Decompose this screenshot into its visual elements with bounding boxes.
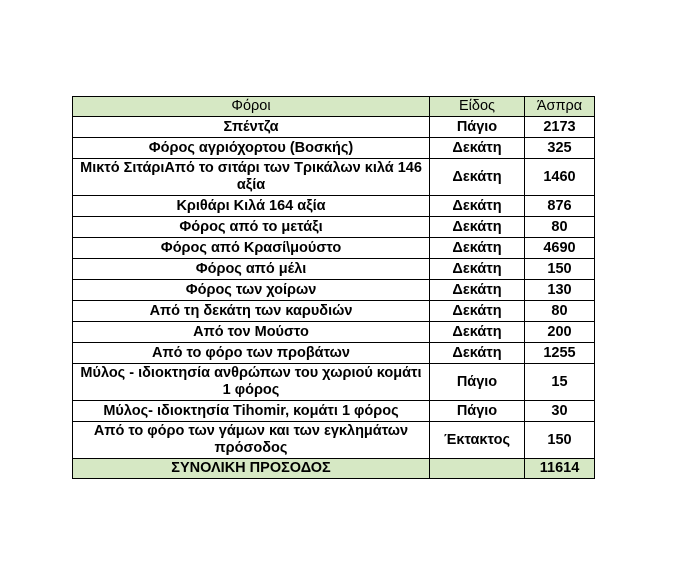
table-row <box>73 159 595 196</box>
tax-type-cell: Δεκάτη <box>430 196 525 217</box>
tax-name-cell: Μικτό ΣιτάριΑπό το σιτάρι των Τρικάλων κιλά 146 αξία <box>73 159 430 196</box>
total-amount: 11614 <box>525 459 595 479</box>
tax-amount-cell: 876 <box>525 196 595 217</box>
tax-amount-cell: 30 <box>525 401 595 422</box>
header-row <box>73 97 595 117</box>
table-row <box>73 280 595 301</box>
table-row <box>73 301 595 322</box>
header-type: Είδος <box>430 97 525 117</box>
tax-amount-cell: 80 <box>525 217 595 238</box>
tax-type-cell: Δεκάτη <box>430 238 525 259</box>
total-label: ΣΥΝΟΛΙΚΗ ΠΡΟΣΟΔΟΣ <box>73 459 430 479</box>
tax-amount-cell: 130 <box>525 280 595 301</box>
tax-amount-cell: 1255 <box>525 343 595 364</box>
tax-type-cell: Δεκάτη <box>430 343 525 364</box>
total-row <box>73 459 595 479</box>
header-taxes: Φόροι <box>73 97 430 117</box>
tax-name-cell: Σπέντζα <box>73 117 430 138</box>
tax-type-cell: Δεκάτη <box>430 159 525 196</box>
tax-type-cell: Έκτακτος <box>430 422 525 459</box>
tax-amount-cell: 1460 <box>525 159 595 196</box>
tax-name-cell: Φόρος των χοίρων <box>73 280 430 301</box>
table-row <box>73 238 595 259</box>
total-type-cell <box>430 459 525 479</box>
header-aspra: Άσπρα <box>525 97 595 117</box>
tax-amount-cell: 150 <box>525 422 595 459</box>
table-row <box>73 364 595 401</box>
table-row <box>73 401 595 422</box>
tax-name-cell: Από το φόρο των γάμων και των εγκλημάτων πρόσοδος <box>73 422 430 459</box>
tax-name-cell: Από τον Μούστο <box>73 322 430 343</box>
tax-type-cell: Δεκάτη <box>430 301 525 322</box>
tax-name-cell: Φόρος από το μετάξι <box>73 217 430 238</box>
tax-amount-cell: 2173 <box>525 117 595 138</box>
tax-name-cell: Φόρος από μέλι <box>73 259 430 280</box>
table-row <box>73 217 595 238</box>
tax-type-cell: Πάγιο <box>430 117 525 138</box>
tax-type-cell: Δεκάτη <box>430 322 525 343</box>
tax-name-cell: Φόρος από Κρασί\μούστο <box>73 238 430 259</box>
table-row <box>73 138 595 159</box>
tax-amount-cell: 4690 <box>525 238 595 259</box>
table-row <box>73 196 595 217</box>
tax-name-cell: Κριθάρι Κιλά 164 αξία <box>73 196 430 217</box>
tax-type-cell: Πάγιο <box>430 364 525 401</box>
tax-name-cell: Μύλος- ιδιοκτησία Tihomir, κομάτι 1 φόρος <box>73 401 430 422</box>
tax-amount-cell: 15 <box>525 364 595 401</box>
tax-name-cell: Από τη δεκάτη των καρυδιών <box>73 301 430 322</box>
table-row <box>73 259 595 280</box>
table-row <box>73 343 595 364</box>
tax-table <box>72 96 595 479</box>
tax-type-cell: Δεκάτη <box>430 259 525 280</box>
tax-name-cell: Φόρος αγριόχορτου (Βοσκής) <box>73 138 430 159</box>
tax-name-cell: Μύλος - ιδιοκτησία ανθρώπων του χωριού κομάτι 1 φόρος <box>73 364 430 401</box>
tax-type-cell: Δεκάτη <box>430 280 525 301</box>
tax-type-cell: Πάγιο <box>430 401 525 422</box>
tax-type-cell: Δεκάτη <box>430 217 525 238</box>
table-row <box>73 117 595 138</box>
tax-amount-cell: 150 <box>525 259 595 280</box>
tax-amount-cell: 80 <box>525 301 595 322</box>
tax-amount-cell: 200 <box>525 322 595 343</box>
tax-type-cell: Δεκάτη <box>430 138 525 159</box>
table-row <box>73 422 595 459</box>
table-row <box>73 322 595 343</box>
tax-amount-cell: 325 <box>525 138 595 159</box>
tax-name-cell: Από το φόρο των προβάτων <box>73 343 430 364</box>
